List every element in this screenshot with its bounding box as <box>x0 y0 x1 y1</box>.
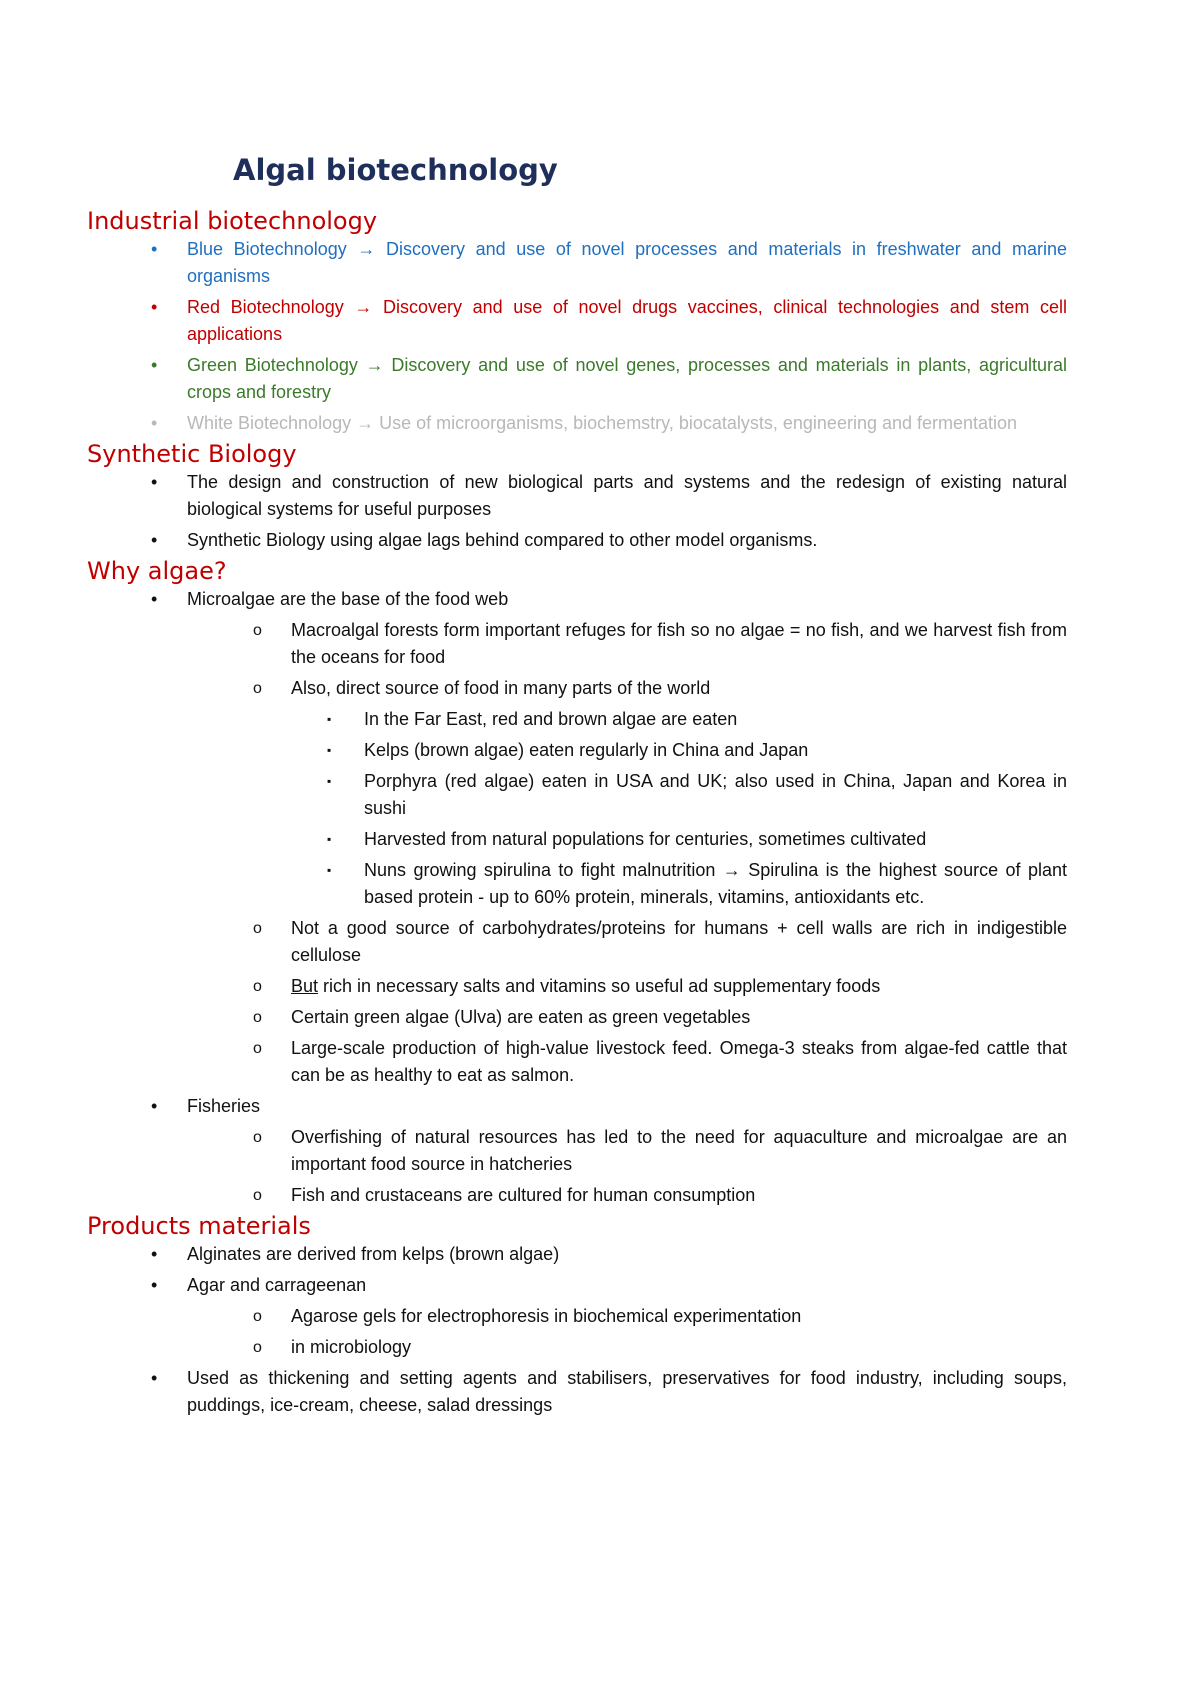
list-item: o Agarose gels for electrophoresis in biochemical experimentation <box>87 1303 1067 1330</box>
heading-industrial-biotechnology: Industrial biotechnology <box>87 207 378 235</box>
sub-bullet-icon: o <box>253 1187 262 1204</box>
bullet-icon: • <box>151 413 158 433</box>
square-bullet-icon: ▪ <box>327 832 332 846</box>
products-list <box>87 1241 1067 1419</box>
heading-products-materials: Products materials <box>87 1212 311 1240</box>
sub-bullet-icon: o <box>253 978 262 995</box>
list-item: o Certain green algae (Ulva) are eaten as green vegetables <box>87 1004 1067 1031</box>
list-item: ▪ Porphyra (red algae) eaten in USA and UK; also used in China, Japan and Korea in sushi <box>87 768 1067 822</box>
list-item-blue-biotech: • Blue Biotechnology → Discovery and use of novel processes and materials in freshwater and marine organisms <box>87 236 1067 290</box>
bullet-icon: • <box>151 355 158 375</box>
bullet-icon: • <box>151 1368 158 1388</box>
list-item: ▪ Nuns growing spirulina to fight malnutrition → Spirulina is the highest source of plant based protein - up to 60% protein, minerals, vitamins, antioxidants etc. <box>87 857 1067 911</box>
industrial-list <box>87 236 1067 437</box>
list-item: • Alginates are derived from kelps (brown algae) <box>87 1241 1067 1268</box>
list-item: • Agar and carrageenan <box>87 1272 1067 1299</box>
list-item: ▪ Kelps (brown algae) eaten regularly in China and Japan <box>87 737 1067 764</box>
sub-bullet-icon: o <box>253 1129 262 1146</box>
list-item: o Not a good source of carbohydrates/proteins for humans + cell walls are rich in indigestible cellulose <box>87 915 1067 969</box>
list-item-green-biotech: • Green Biotechnology → Discovery and use of novel genes, processes and materials in plants, agricultural crops and forestry <box>87 352 1067 406</box>
list-item: o Macroalgal forests form important refuges for fish so no algae = no fish, and we harvest fish from the oceans for food <box>87 617 1067 671</box>
square-bullet-icon: ▪ <box>327 774 332 788</box>
bullet-icon: • <box>151 1244 158 1264</box>
list-item: • Synthetic Biology using algae lags behind compared to other model organisms. <box>87 527 1067 554</box>
list-item: o in microbiology <box>87 1334 1067 1361</box>
sub-bullet-icon: o <box>253 1339 262 1356</box>
list-item: o Large-scale production of high-value livestock feed. Omega-3 steaks from algae-fed cattle that can be as healthy to eat as salmon. <box>87 1035 1067 1089</box>
heading-synthetic-biology: Synthetic Biology <box>87 440 297 468</box>
bullet-icon: • <box>151 1096 158 1116</box>
why-algae-list <box>87 586 1067 1209</box>
bullet-icon: • <box>151 1275 158 1295</box>
list-item: • Fisheries <box>87 1093 1067 1120</box>
list-item: o Fish and crustaceans are cultured for human consumption <box>87 1182 1067 1209</box>
underlined-text: But <box>291 976 319 996</box>
page-title: Algal biotechnology <box>233 153 558 187</box>
bullet-icon: • <box>151 472 158 492</box>
list-item: • Used as thickening and setting agents and stabilisers, preservatives for food industry, including soups, puddings, ice-cream, cheese, salad dressings <box>87 1365 1067 1419</box>
sub-bullet-icon: o <box>253 1009 262 1026</box>
square-bullet-icon: ▪ <box>327 863 332 877</box>
synthetic-list <box>87 469 1067 554</box>
bullet-icon: • <box>151 589 158 609</box>
sub-bullet-icon: o <box>253 680 262 697</box>
bullet-icon: • <box>151 530 158 550</box>
sub-bullet-icon: o <box>253 1040 262 1057</box>
list-item: • Microalgae are the base of the food web <box>87 586 1067 613</box>
sub-bullet-icon: o <box>253 920 262 937</box>
list-item-white-biotech: • White Biotechnology → Use of microorganisms, biochemstry, biocatalysts, engineering and fermentation <box>87 410 1067 437</box>
square-bullet-icon: ▪ <box>327 743 332 757</box>
sub-bullet-icon: o <box>253 1308 262 1325</box>
heading-why-algae: Why algae? <box>87 557 227 585</box>
list-item: ▪ In the Far East, red and brown algae are eaten <box>87 706 1067 733</box>
list-item: • The design and construction of new biological parts and systems and the redesign of existing natural biological systems for useful purposes <box>87 469 1067 523</box>
square-bullet-icon: ▪ <box>327 712 332 726</box>
sub-bullet-icon: o <box>253 622 262 639</box>
list-item: ▪ Harvested from natural populations for centuries, sometimes cultivated <box>87 826 1067 853</box>
list-item: o Overfishing of natural resources has led to the need for aquaculture and microalgae are an important food source in hatcheries <box>87 1124 1067 1178</box>
list-item: o Also, direct source of food in many parts of the world <box>87 675 1067 702</box>
bullet-icon: • <box>151 297 158 317</box>
document-body <box>87 150 1067 1419</box>
bullet-icon: • <box>151 239 158 259</box>
list-item: o But rich in necessary salts and vitamins so useful ad supplementary foods <box>87 973 1067 1000</box>
list-item-red-biotech: • Red Biotechnology → Discovery and use of novel drugs vaccines, clinical technologies and stem cell applications <box>87 294 1067 348</box>
